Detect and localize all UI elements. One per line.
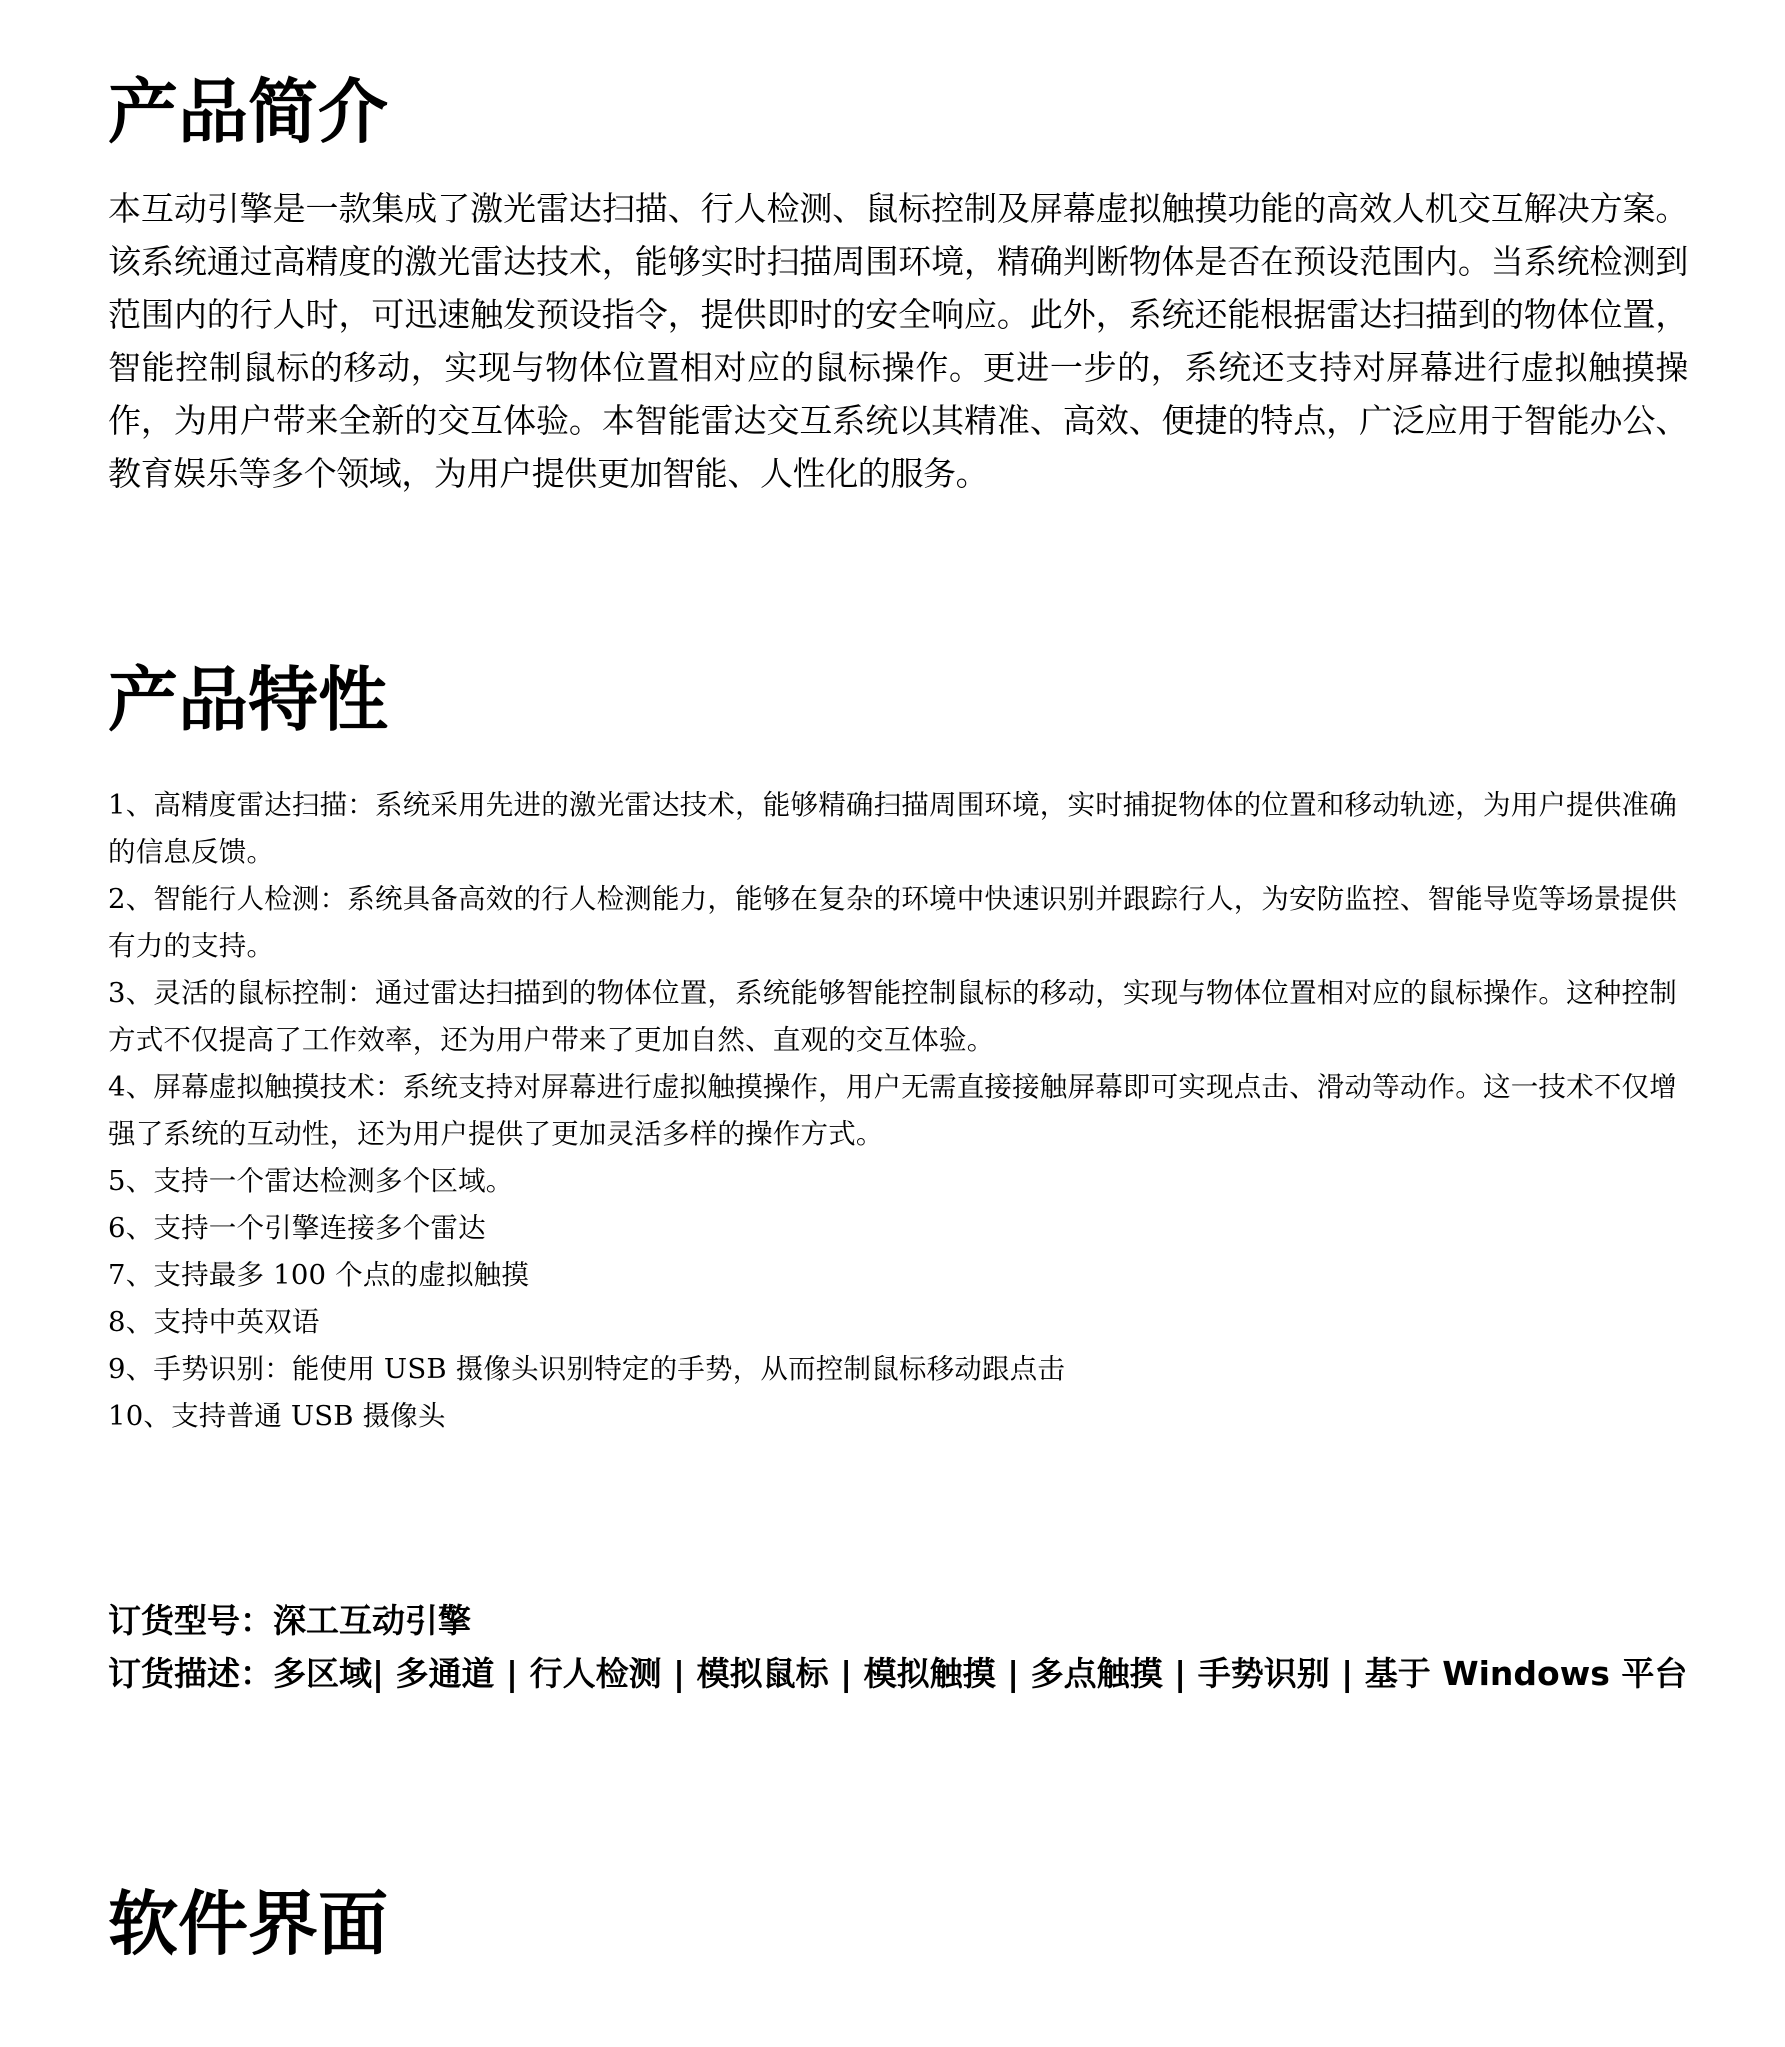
feature-item-10: 10、支持普通 USB 摄像头 [108, 1400, 446, 1432]
intro-heading: 产品简介 [108, 71, 388, 153]
feature-item-3: 3、灵活的鼠标控制：通过雷达扫描到的物体位置，系统能够智能控制鼠标的移动，实现与物体位置相对应的鼠标操作。这种控制方式不仅提高了工作效率，还为用户带来了更加自然、直观的交互体验。 [108, 977, 1677, 1056]
feature-item-5: 5、支持一个雷达检测多个区域。 [108, 1165, 514, 1197]
order-model-label: 订货型号： [108, 1601, 273, 1640]
order-info [108, 1594, 1688, 1700]
software-ui-heading: 软件界面 [108, 1883, 388, 1965]
features-heading: 产品特性 [108, 659, 388, 741]
feature-item-8: 8、支持中英双语 [108, 1306, 320, 1338]
feature-item-6: 6、支持一个引擎连接多个雷达 [108, 1212, 486, 1244]
features-list [108, 782, 1688, 1440]
feature-item-7: 7、支持最多 100 个点的虚拟触摸 [108, 1259, 530, 1291]
order-description-value: 多区域| 多通道 | 行人检测 | 模拟鼠标 | 模拟触摸 | 多点触摸 | 手势识别 | 基于 Windows 平台 [273, 1654, 1688, 1693]
feature-item-2: 2、智能行人检测：系统具备高效的行人检测能力，能够在复杂的环境中快速识别并跟踪行人，为安防监控、智能导览等场景提供有力的支持。 [108, 883, 1677, 962]
feature-item-9: 9、手势识别：能使用 USB 摄像头识别特定的手势，从而控制鼠标移动跟点击 [108, 1353, 1066, 1385]
order-description-label: 订货描述： [108, 1654, 273, 1693]
feature-item-1: 1、高精度雷达扫描：系统采用先进的激光雷达技术，能够精确扫描周围环境，实时捕捉物体的位置和移动轨迹，为用户提供准确的信息反馈。 [108, 789, 1677, 868]
feature-item-4: 4、屏幕虚拟触摸技术：系统支持对屏幕进行虚拟触摸操作，用户无需直接接触屏幕即可实现点击、滑动等动作。这一技术不仅增强了系统的互动性，还为用户提供了更加灵活多样的操作方式。 [108, 1071, 1677, 1150]
order-model-value: 深工互动引擎 [273, 1601, 471, 1640]
order-model-line [108, 1594, 1688, 1647]
intro-paragraph: 本互动引擎是一款集成了激光雷达扫描、行人检测、鼠标控制及屏幕虚拟触摸功能的高效人机交互解决方案。该系统通过高精度的激光雷达技术，能够实时扫描周围环境，精确判断物体是否在预设范围内。当系统检测到范围内的行人时，可迅速触发预设指令，提供即时的安全响应。此外，系统还能根据雷达扫描到的物体位置，智能控制鼠标的移动，实现与物体位置相对应的鼠标操作。更进一步的，系统还支持对屏幕进行虚拟触摸操作，为用户带来全新的交互体验。本智能雷达交互系统以其精准、高效、便捷的特点，广泛应用于智能办公、教育娱乐等多个领域，为用户提供更加智能、人性化的服务。 [108, 189, 1688, 493]
order-description-line [108, 1647, 1688, 1700]
